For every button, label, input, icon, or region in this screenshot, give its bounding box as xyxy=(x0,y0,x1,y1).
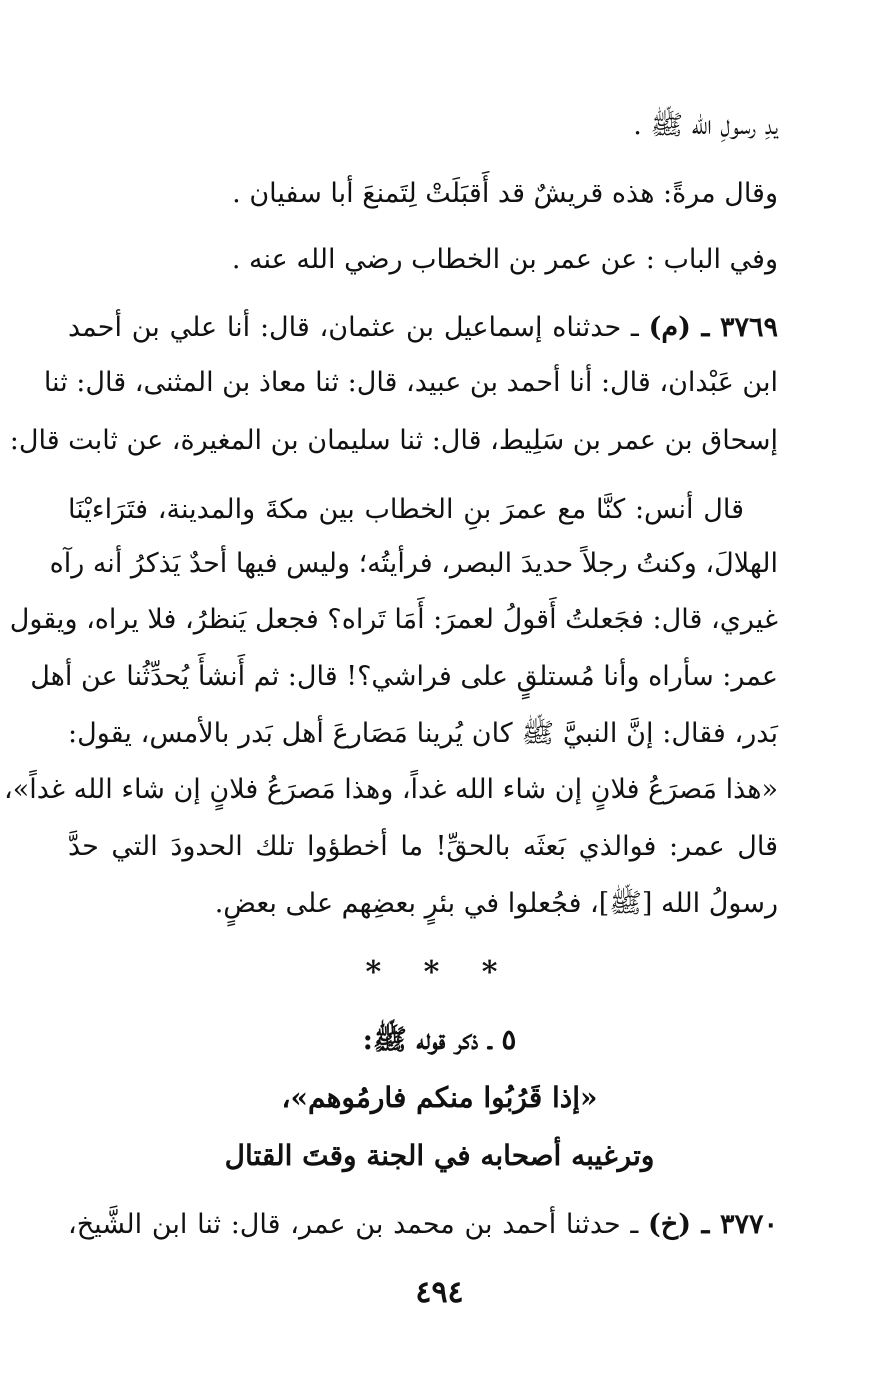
text-line: عمر: سأراه وأنا مُستلقٍ على فراشي؟! قال: ثم أَنشأَ يُحدِّثُنا عن أهل xyxy=(30,661,778,692)
text-line: الهلالَ، وكنتُ رجلاً حديدَ البصر، فرأيتُه؛ وليس فيها أحدٌ يَذكرُ أنه رآه xyxy=(49,548,778,579)
text-line: إسحاق بن عمر بن سَلِيط، قال: ثنا سليمان بن المغيرة، عن ثابت قال: xyxy=(9,425,778,456)
text-line: ابن عَبْدان، قال: أنا أحمد بن عبيد، قال: ثنا معاذ بن المثنى، قال: ثنا xyxy=(43,367,778,398)
text-line: يدِ رسولِ الله ﷺ . xyxy=(633,110,778,141)
text-line: «هذا مَصرَعُ فلانٍ إن شاء الله غداً، وهذا مَصرَعُ فلانٍ إن شاء الله غداً»، xyxy=(4,774,778,805)
text-line: قال عمر: فوالذي بَعثَه بالحقِّ! ما أخطؤوا تلك الحدودَ التي حدَّ xyxy=(68,831,778,862)
hadith-number: ٣٧٧٠ ـ (خ) xyxy=(648,1209,778,1240)
hadith-chain-text: ـ حدثناه إسماعيل بن عثمان، قال: أنا علي بن أحمد xyxy=(68,312,649,343)
section-divider: * * * xyxy=(365,955,514,990)
text-line: بَدر، فقال: إنَّ النبيَّ ﷺ كان يُرينا مَصَارعَ أهل بَدر بالأمس، يقول: xyxy=(68,718,778,749)
text-line: غيري، قال: فجَعلتُ أَقولُ لعمرَ: أَمَا تَراه؟ فجعل يَنظرُ، فلا يراه، ويقول xyxy=(9,604,778,635)
hadith-3770-first-line xyxy=(68,1205,778,1245)
chapter-heading-subtitle: وترغيبه أصحابه في الجنة وقتَ القتال xyxy=(224,1139,655,1172)
page-number: ٤٩٤ xyxy=(415,1275,464,1310)
text-line: قال أنس: كنَّا مع عمرَ بنِ الخطاب بين مكةَ والمدينة، فتَرَاءيْنَا xyxy=(68,494,744,525)
chapter-heading: ٥ ـ ذكر قوله ﷺ: xyxy=(362,1023,517,1056)
text-line: وفي الباب : عن عمر بن الخطاب رضي الله عنه . xyxy=(231,244,778,275)
chapter-heading-quote: «إذا قَرُبُوا منكم فارمُوهم»، xyxy=(281,1081,598,1114)
text-line: وقال مرةً: هذه قريشٌ قد أَقبَلَتْ لِتَمنعَ أبا سفيان . xyxy=(232,178,778,209)
hadith-chain-text: ـ حدثنا أحمد بن محمد بن عمر، قال: ثنا ابن الشَّيخ، xyxy=(68,1209,649,1240)
text-line: رسولُ الله [ﷺ]، فجُعلوا في بئرٍ بعضِهم على بعضٍ. xyxy=(214,888,778,919)
hadith-number: ٣٧٦٩ ـ (م) xyxy=(648,312,779,343)
hadith-3769-first-line xyxy=(68,308,778,348)
